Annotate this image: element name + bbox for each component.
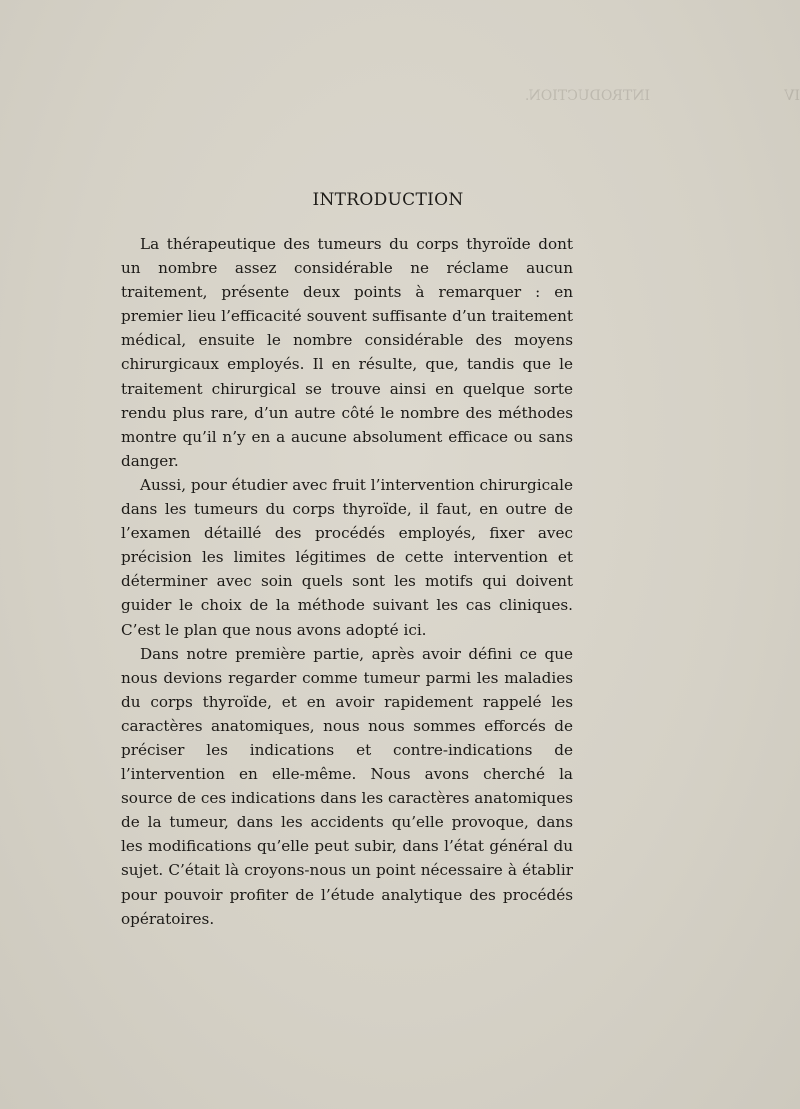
body-text [121, 232, 573, 931]
bleed-through-page-number: IV [784, 88, 800, 104]
bleed-through-label: INTRODUCTION. [524, 88, 650, 104]
paragraph-2: Aussi, pour étudier avec fruit l’intervention chirurgicale dans les tumeurs du corps thyroïde, il faut, en outre de l’examen détaillé des procédés employés, fixer avec précision les limites légitimes de cette intervention et déterminer avec soin quels sont les motifs qui doivent guider le choix de la méthode suivant les cas cliniques. C’est le plan que nous avons adopté ici. [121, 475, 573, 639]
paragraph-1: La thérapeutique des tumeurs du corps thyroïde dont un nombre assez considérable ne réclame aucun traitement, présente deux points à remarquer : en premier lieu l’efficacité souvent suffisante d’un traitement médical, ensuite le nombre considérable des moyens chirurgicaux employés. Il en résulte, que, tandis que le traitement chirurgical se trouve ainsi en quelque sorte rendu plus rare, d’un autre côté le nombre des méthodes montre qu’il n’y en a aucune absolument efficace ou sans danger. [121, 235, 573, 470]
paragraph-3: Dans notre première partie, après avoir défini ce que nous devions regarder comme tumeur parmi les maladies du corps thyroïde, et en avoir rapidement rappelé les caractères anatomiques, nous nous sommes efforcés de préciser les indications et contre-indications de l’intervention en elle-même. Nous avons cherché la source de ces indications dans les caractères anatomiques de la tumeur, dans les accidents qu’elle provoque, dans les modifications qu’elle peut subir, dans l’état général du sujet. C’était là croyons-nous un point nécessaire à établir pour pouvoir profiter de l’étude analytique des procédés opératoires. [121, 644, 573, 928]
page-title: INTRODUCTION [312, 190, 464, 211]
